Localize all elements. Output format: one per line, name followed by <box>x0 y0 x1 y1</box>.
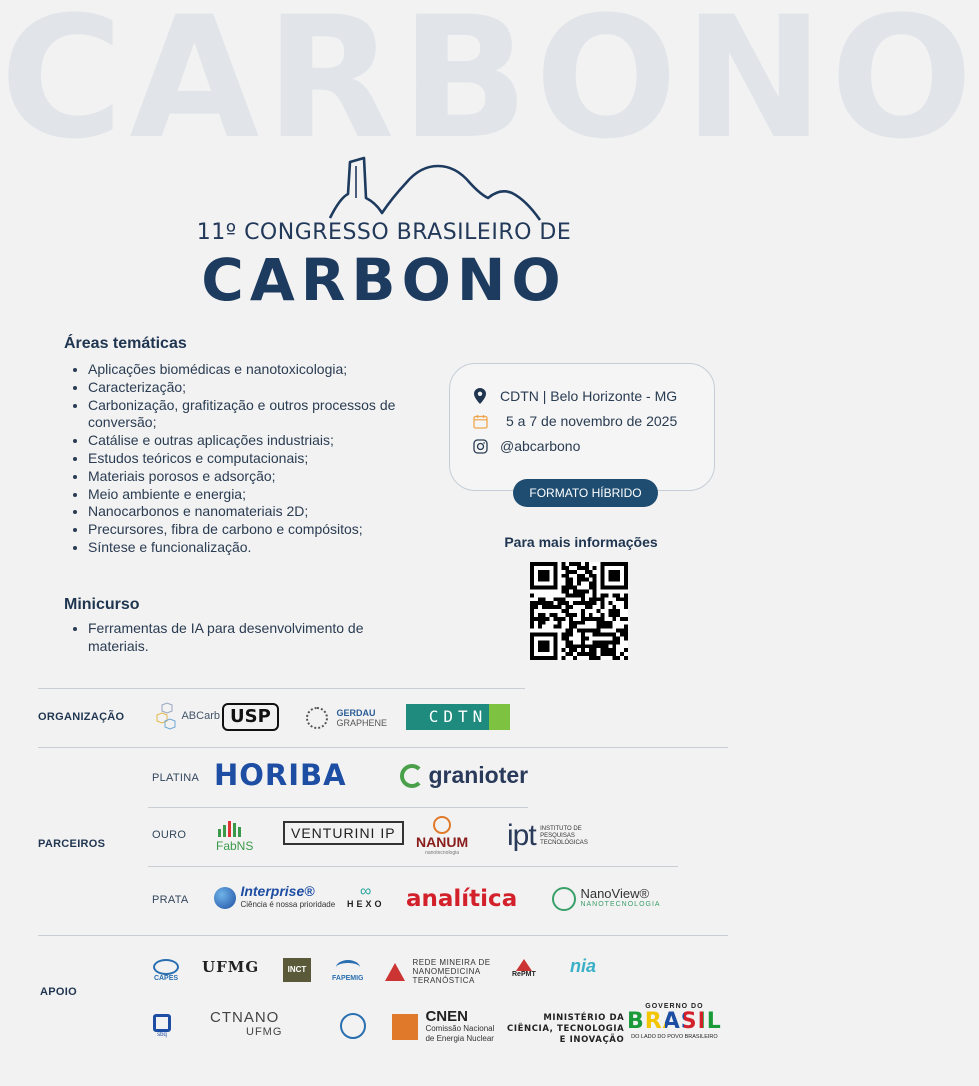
ufmg-logo: UFMG <box>202 958 260 976</box>
organizacao-label: ORGANIZAÇÃO <box>38 711 125 723</box>
calendar-icon <box>472 413 488 429</box>
skyline-icon <box>330 158 560 228</box>
triangle-network-icon <box>385 963 405 981</box>
list-item: • Ferramentas de IA para desenvolvimento de materiais. <box>88 620 378 656</box>
list-item: • Meio ambiente e energia; <box>88 486 438 504</box>
list-item: • Nanocarbonos e nanomateriais 2D; <box>88 503 438 521</box>
minicurso-heading: Minicurso <box>64 596 140 613</box>
fapemig-arc-icon <box>336 960 360 975</box>
sbq-mark-icon <box>153 1014 171 1032</box>
nanoview-mark-icon <box>552 887 576 911</box>
abcarb-logo: ABCarb <box>157 703 220 729</box>
divider <box>38 935 728 936</box>
ouro-label: OURO <box>152 829 187 841</box>
horiba-logo: HORIBA <box>214 758 347 792</box>
analitica-logo: analítica <box>406 886 518 912</box>
instagram-handle[interactable]: @abcarbono <box>500 438 581 454</box>
repmt-logo: RePMT <box>512 959 536 978</box>
gerdau-graphene-logo: GERDAU GRAPHENE <box>306 707 387 729</box>
more-info-heading: Para mais informações <box>504 534 658 550</box>
nia-logo: nia <box>570 956 597 976</box>
divider <box>38 688 525 689</box>
globe-icon <box>214 887 236 909</box>
cdtn-logo: CDTN <box>406 704 510 730</box>
list-item: • Catálise e outras aplicações industriais; <box>88 432 438 450</box>
mcti-logo: MINISTÉRIO DA CIÊNCIA, TECNOLOGIA E INOVAÇÃO <box>507 1013 625 1045</box>
sbq-logo: sbq <box>153 1014 171 1038</box>
platina-label: PLATINA <box>152 772 200 784</box>
cnen-logo: CNEN Comissão Nacional de Energia Nuclear <box>392 1009 494 1044</box>
areas-heading: Áreas temáticas <box>64 335 187 352</box>
inct-logo: INCT <box>283 958 311 982</box>
background-watermark-word: CARBONO <box>0 0 979 176</box>
list-item: • Síntese e funcionalização. <box>88 539 438 557</box>
divider <box>38 747 728 748</box>
instagram-row <box>472 438 580 454</box>
location-pin-icon <box>472 388 488 404</box>
cnen-mark-icon <box>392 1014 418 1040</box>
ctnano-logo: CTNANO UFMG <box>210 1009 283 1038</box>
congress-edition-title: 11º CONGRESSO BRASILEIRO DE <box>196 220 572 245</box>
fabns-bars-icon <box>216 817 248 837</box>
apoio-label: APOIO <box>40 986 77 998</box>
list-item: • Aplicações biomédicas e nanotoxicologia; <box>88 361 438 379</box>
usp-logo: USP <box>222 703 279 731</box>
qr-code[interactable] <box>530 562 628 660</box>
format-hybrid-badge: FORMATO HÍBRIDO <box>513 479 658 507</box>
nanum-atom-icon <box>433 816 451 834</box>
hexo-logo: ∞ HEXO <box>347 883 385 909</box>
list-item: • Precursores, fibra de carbono e compósitos; <box>88 521 438 539</box>
nanum-logo: NANUM nanotecnologia <box>416 816 468 856</box>
graphene-ring-icon <box>306 707 328 729</box>
list-item: • Caracterização; <box>88 379 438 397</box>
date-row <box>472 413 677 429</box>
granioter-logo: granioter <box>400 762 528 789</box>
ipt-logo: ipt INSTITUTO DE PESQUISAS TECNOLÓGICAS <box>507 819 588 852</box>
fabns-logo: FabNS <box>216 817 253 855</box>
event-info-box <box>449 363 715 491</box>
divider <box>148 807 528 808</box>
rede-mineira-logo: REDE MINEIRA DE NANOMEDICINA TERANÓSTICA <box>385 958 491 985</box>
location-row <box>472 388 677 404</box>
circular-emblem-icon <box>340 1013 366 1039</box>
location-text: CDTN | Belo Horizonte - MG <box>500 388 678 404</box>
areas-list <box>70 361 438 557</box>
governo-brasil-logo: GOVERNO DO BRASIL DO LADO DO POVO BRASILEIRO <box>627 1003 722 1040</box>
repmt-mark-icon <box>516 959 532 971</box>
capes-eye-icon <box>153 959 179 975</box>
fapemig-logo: FAPEMIG <box>332 960 364 982</box>
divider <box>148 866 678 867</box>
instagram-icon <box>472 438 488 454</box>
interprise-logo: Interprise® Ciência é nossa prioridade <box>214 885 335 911</box>
nanoview-logo: NanoView® NANOTECNOLOGIA <box>552 887 661 911</box>
capes-logo: CAPES <box>153 959 179 982</box>
congress-name: CARBONO <box>201 246 567 314</box>
list-item: • Estudos teóricos e computacionais; <box>88 450 438 468</box>
hexo-mark-icon: ∞ <box>360 883 372 900</box>
congress-logo <box>0 150 768 314</box>
venturini-logo: VENTURINI IP <box>283 821 404 845</box>
parceiros-label: PARCEIROS <box>38 838 106 850</box>
list-item: • Materiais porosos e adsorção; <box>88 468 438 486</box>
granioter-mark-icon <box>400 764 424 788</box>
date-text: 5 a 7 de novembro de 2025 <box>506 413 678 429</box>
prata-label: PRATA <box>152 894 189 906</box>
list-item: • Carbonização, grafitização e outros processos de conversão; <box>88 397 438 433</box>
minicurso-list <box>70 620 378 656</box>
